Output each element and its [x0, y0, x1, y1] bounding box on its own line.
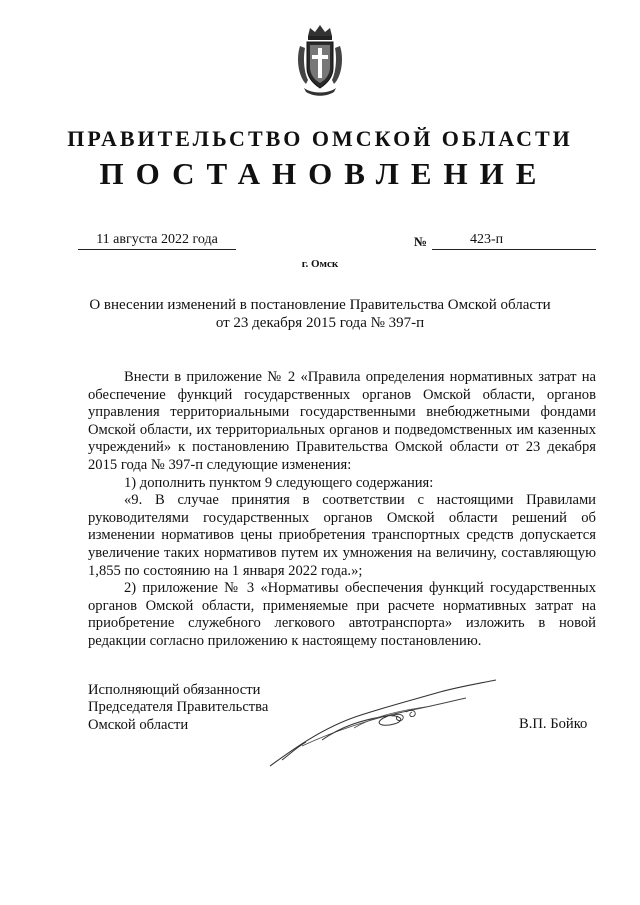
document-subject — [60, 296, 580, 332]
signatory-title-line: Председателя Правительства — [88, 699, 269, 716]
body-paragraph: Внести в приложение № 2 «Правила определения нормативных затрат на обеспечение функций государственных органов Омской области, органов управления территориальными государственными внебюджетными фондами Омской области, их территориальных органов и подведомственных им казенных учреждений» к постановлению Правительства Омской области от 23 декабря 2015 года № 397-п следующие изменения: — [88, 369, 596, 473]
signatory-title-line: Омской области — [88, 716, 189, 733]
city-label: г. Омск — [301, 258, 339, 270]
handwritten-signature-icon — [262, 676, 502, 772]
subject-line: от 23 декабря 2015 года № 397-п — [215, 315, 425, 331]
body-paragraph: 1) дополнить пунктом 9 следующего содержания: — [124, 474, 434, 491]
document-number: 423-п — [432, 232, 596, 250]
signatory-name: В.П. Бойко — [519, 716, 588, 732]
organization-title: ПРАВИТЕЛЬСТВО ОМСКОЙ ОБЛАСТИ — [67, 126, 573, 151]
coat-of-arms-icon — [296, 22, 344, 98]
signatory-title — [88, 682, 268, 734]
body-paragraph: 2) приложение № 3 «Нормативы обеспечения функций государственных органов Омской области, применяемые при расчете нормативных затрат на приобретение служебного легкового автотранспорта» изложить в новой редакции согласно приложению к настоящему постановлению. — [88, 580, 596, 649]
body-paragraph: «9. В случае принятия в соответствии с настоящими Правилами руководителями государственных органов Омской области решений об изменении нормативов цены приобретения транспортных средств допускается увеличение таких нормативов путем их умножения на величину, составляющую 1,855 по состоянию на 1 января 2022 года.»; — [88, 492, 596, 579]
document-type-title: ПОСТАНОВЛЕНИЕ — [99, 156, 549, 191]
document-date: 11 августа 2022 года — [78, 232, 236, 250]
subject-line: О внесении изменений в постановление Правительства Омской области — [89, 297, 551, 313]
signatory-title-line: Исполняющий обязанности — [88, 682, 261, 698]
number-sign: № — [414, 234, 428, 249]
document-body — [88, 369, 596, 651]
